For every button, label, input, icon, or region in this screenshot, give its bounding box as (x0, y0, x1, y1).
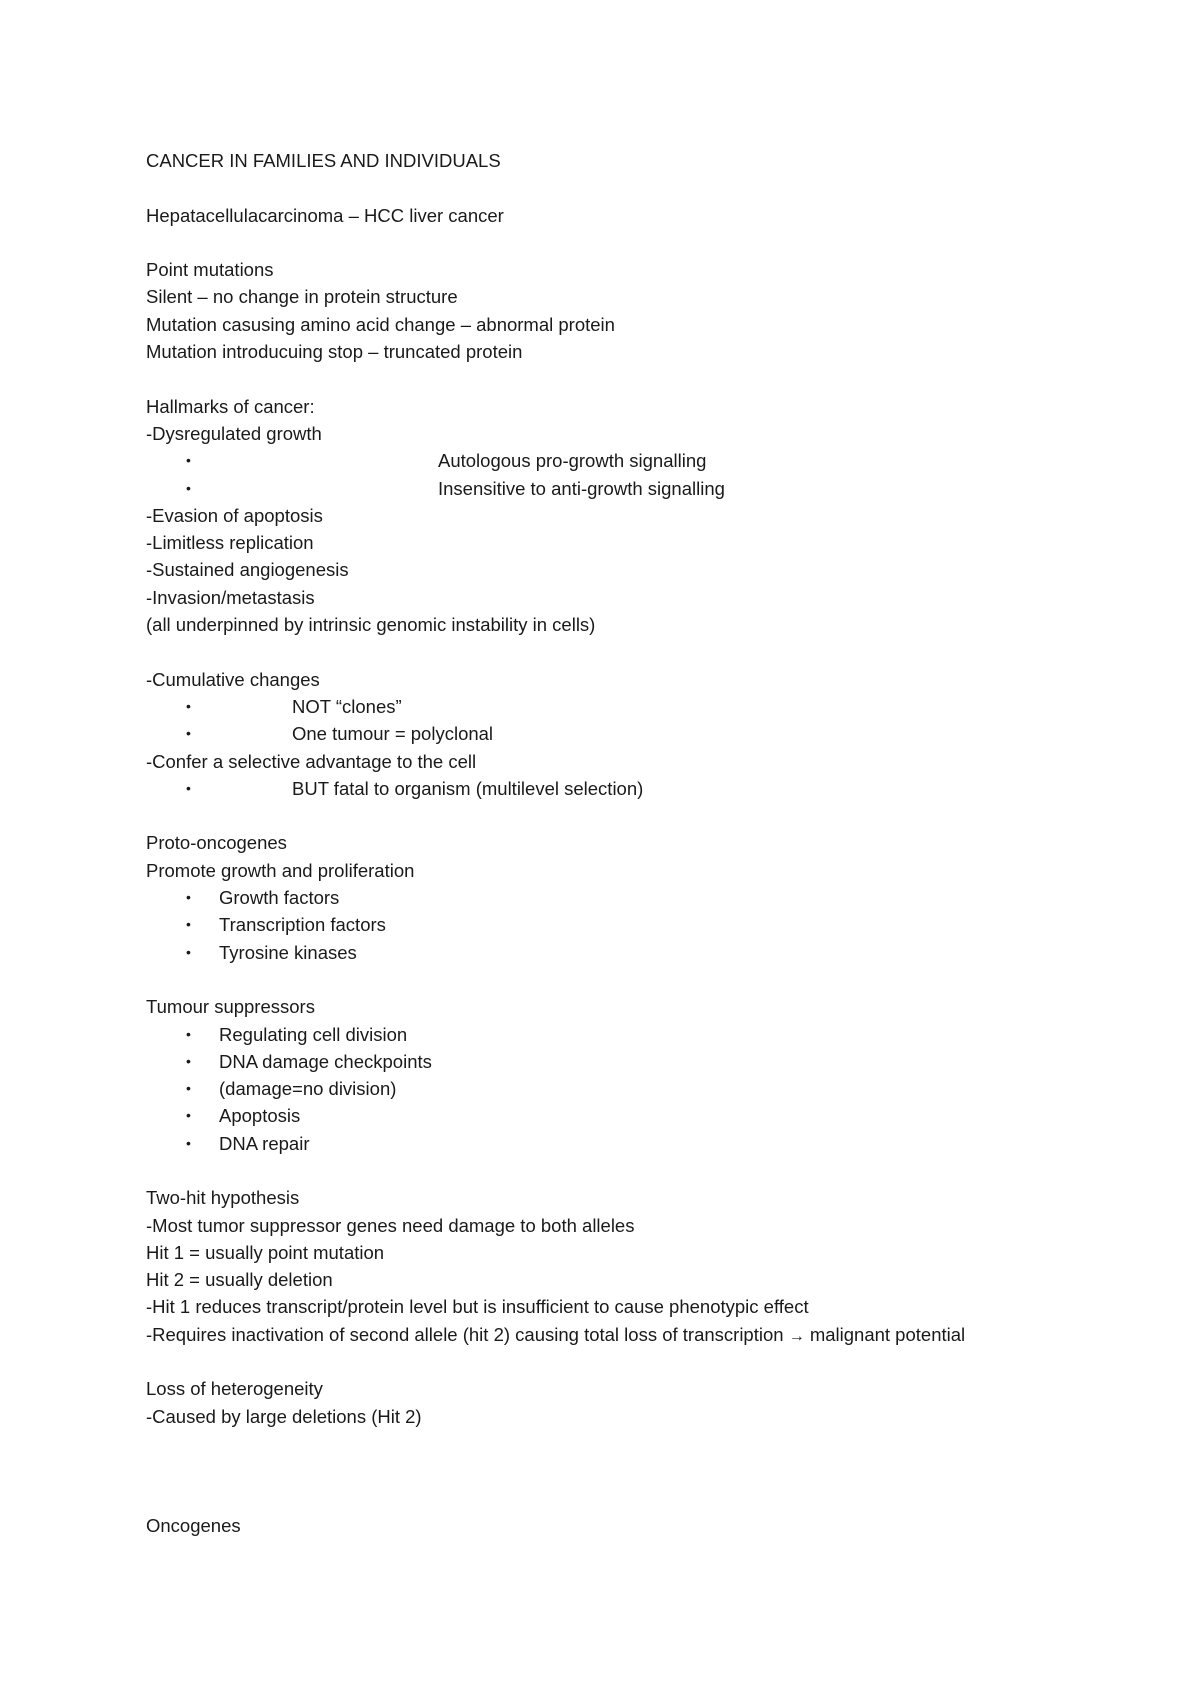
bullet-icon: • (186, 1052, 191, 1069)
bullet-icon: • (186, 725, 191, 742)
bullet-icon: • (186, 1134, 191, 1151)
list-item (146, 1130, 1146, 1157)
list-item (146, 1075, 1146, 1102)
requires-text: -Requires inactivation of second allele (hit 2) causing total loss of transcription (146, 1323, 784, 1345)
proto-oncogenes-sub: Promote growth and proliferation (146, 859, 415, 881)
bullet-icon: • (186, 697, 191, 714)
bullet-icon: • (186, 943, 191, 960)
list-item-text: Regulating cell division (219, 1023, 408, 1045)
list-item-text: One tumour = polyclonal (292, 723, 494, 745)
two-hit-line: -Hit 1 reduces transcript/protein level but is insufficient to cause phenotypic effect (146, 1296, 809, 1318)
bullet-icon: • (186, 889, 191, 906)
list-item (146, 447, 1146, 474)
list-item-text: Tyrosine kinases (219, 941, 357, 963)
bullet-icon: • (186, 1025, 191, 1042)
bullet-icon: • (186, 1080, 191, 1097)
requires-result: malignant potential (809, 1323, 966, 1345)
point-mutation-line: Silent – no change in protein structure (146, 286, 458, 308)
list-item (146, 911, 1146, 938)
document-title: CANCER IN FAMILIES AND INDIVIDUALS (146, 150, 501, 171)
list-item (146, 1021, 1146, 1048)
tumour-suppressors-heading: Tumour suppressors (146, 996, 315, 1018)
hallmark-item: -Sustained angiogenesis (146, 559, 349, 581)
list-item-text: Growth factors (219, 887, 340, 909)
bullet-icon: • (186, 479, 191, 496)
loh-line: -Caused by large deletions (Hit 2) (146, 1405, 422, 1427)
confer-line: -Confer a selective advantage to the cell (146, 750, 477, 772)
hallmark-item: -Invasion/metastasis (146, 586, 315, 608)
point-mutation-line: Mutation introducuing stop – truncated protein (146, 341, 523, 363)
document-body (146, 147, 1146, 1539)
list-item-text: Apoptosis (219, 1105, 301, 1127)
list-item-text: Autologous pro-growth signalling (438, 450, 707, 472)
two-hit-heading: Two-hit hypothesis (146, 1187, 300, 1209)
list-item (146, 720, 1146, 747)
list-item (146, 693, 1146, 720)
list-item-text: NOT “clones” (292, 695, 402, 717)
list-item-text: Transcription factors (219, 914, 386, 936)
hallmarks-note: (all underpinned by intrinsic genomic instability in cells) (146, 614, 596, 636)
list-item (146, 775, 1146, 802)
point-mutation-line: Mutation casusing amino acid change – abnormal protein (146, 313, 615, 335)
list-item-text: DNA damage checkpoints (219, 1050, 432, 1072)
bullet-icon: • (186, 916, 191, 933)
list-item (146, 1048, 1146, 1075)
bullet-icon: • (186, 1107, 191, 1124)
bullet-icon: • (186, 779, 191, 796)
list-item-text: DNA repair (219, 1132, 310, 1154)
list-item (146, 939, 1146, 966)
hallmark-dysregulated: -Dysregulated growth (146, 422, 322, 444)
list-item-text: BUT fatal to organism (multilevel selection) (292, 777, 644, 799)
cumulative-heading: -Cumulative changes (146, 668, 320, 690)
hallmarks-heading: Hallmarks of cancer: (146, 395, 315, 417)
hallmark-item: -Evasion of apoptosis (146, 504, 323, 526)
two-hit-line: Hit 1 = usually point mutation (146, 1241, 385, 1263)
two-hit-line: Hit 2 = usually deletion (146, 1269, 333, 1291)
two-hit-line: -Most tumor suppressor genes need damage to both alleles (146, 1214, 635, 1236)
hallmark-item: -Limitless replication (146, 532, 314, 554)
proto-oncogenes-heading: Proto-oncogenes (146, 832, 287, 854)
bullet-icon: • (186, 452, 191, 469)
list-item-text: (damage=no division) (219, 1078, 397, 1100)
point-mutations-heading: Point mutations (146, 259, 274, 281)
hcc-line: Hepatacellulacarcinoma – HCC liver cancer (146, 204, 504, 226)
loh-heading: Loss of heterogeneity (146, 1378, 323, 1400)
two-hit-requires-line (146, 1321, 1146, 1348)
right-arrow-icon: → (788, 1327, 805, 1345)
oncogenes-heading: Oncogenes (146, 1514, 241, 1536)
list-item-text: Insensitive to anti-growth signalling (438, 477, 725, 499)
list-item (146, 475, 1146, 502)
list-item (146, 884, 1146, 911)
list-item (146, 1102, 1146, 1129)
